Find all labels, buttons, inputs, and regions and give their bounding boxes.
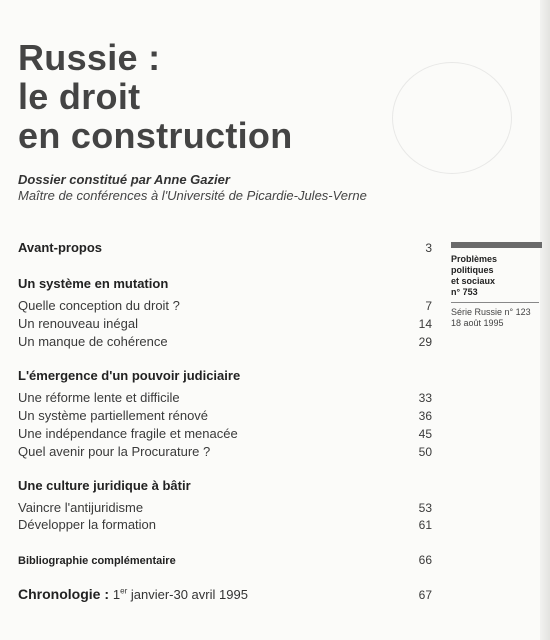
toc-row [18, 390, 432, 405]
toc-page: 53 [418, 501, 432, 515]
toc-label: Vaincre l'antijuridisme [18, 500, 144, 515]
toc-section-judiciaire [18, 368, 432, 383]
toc-row [18, 408, 432, 423]
toc-page: 66 [418, 553, 432, 567]
toc-label: L'émergence d'un pouvoir judiciaire [18, 368, 241, 383]
series-date: 18 août 1995 [451, 318, 504, 328]
toc-row [18, 444, 432, 459]
toc-row-avant-propos [18, 240, 432, 255]
series-title-line: politiques [451, 265, 494, 275]
toc-page: 14 [418, 317, 432, 331]
author-line: Dossier constitué par Anne Gazier [18, 172, 230, 187]
sidebar-accent-bar [451, 242, 542, 248]
toc-page: 50 [418, 445, 432, 459]
series-title-line: et sociaux [451, 276, 496, 286]
toc-row [18, 426, 432, 441]
title-line-1: Russie : [18, 37, 161, 78]
toc-row [18, 298, 432, 313]
author-block [18, 172, 367, 203]
toc-row-bibliographie [18, 553, 432, 567]
title-line-2: le droit [18, 76, 141, 117]
toc-page: 36 [418, 409, 432, 423]
faint-stamp-mark [392, 62, 512, 174]
series-title-line: n° 753 [451, 287, 478, 297]
series-divider [451, 302, 539, 303]
document-title [18, 38, 293, 155]
toc-page: 7 [425, 299, 432, 313]
toc-page: 33 [418, 391, 432, 405]
toc-row [18, 517, 432, 532]
toc-label: Un système partiellement rénové [18, 408, 209, 423]
toc-label: Avant-propos [18, 240, 103, 255]
chronology-day: 1 [112, 587, 121, 602]
series-title-line: Problèmes [451, 254, 498, 264]
series-title [451, 254, 546, 298]
toc-label [18, 586, 248, 602]
series-number: Série Russie n° 123 [451, 307, 531, 317]
toc-page: 45 [418, 427, 432, 441]
toc-row [18, 316, 432, 331]
chronology-label: Chronologie : [18, 586, 109, 602]
toc-row [18, 334, 432, 349]
toc-page: 3 [425, 241, 432, 255]
toc-label: Bibliographie complémentaire [18, 555, 176, 567]
toc-label: Un renouveau inégal [18, 316, 138, 331]
toc-page: 61 [418, 518, 432, 532]
toc-section-culture [18, 478, 432, 493]
toc-label: Quelle conception du droit ? [18, 298, 180, 313]
series-info-box [451, 254, 546, 329]
chronology-sup: er [120, 586, 128, 596]
toc-label: Une indépendance fragile et menacée [18, 426, 238, 441]
toc-row [18, 500, 432, 515]
toc-label: Une culture juridique à bâtir [18, 478, 191, 493]
title-line-3: en construction [18, 115, 293, 156]
toc-label: Une réforme lente et difficile [18, 390, 180, 405]
toc-page: 29 [418, 335, 432, 349]
toc-label: Développer la formation [18, 517, 157, 532]
toc-page: 67 [418, 588, 432, 602]
toc-row-chronologie [18, 586, 432, 602]
toc-label: Un système en mutation [18, 276, 169, 291]
author-role: Maître de conférences à l'Université de Picardie-Jules-Verne [18, 188, 367, 203]
toc-section-mutation [18, 276, 432, 291]
toc-label: Quel avenir pour la Procurature ? [18, 444, 211, 459]
toc-label: Un manque de cohérence [18, 334, 168, 349]
chronology-range: janvier-30 avril 1995 [127, 587, 248, 602]
